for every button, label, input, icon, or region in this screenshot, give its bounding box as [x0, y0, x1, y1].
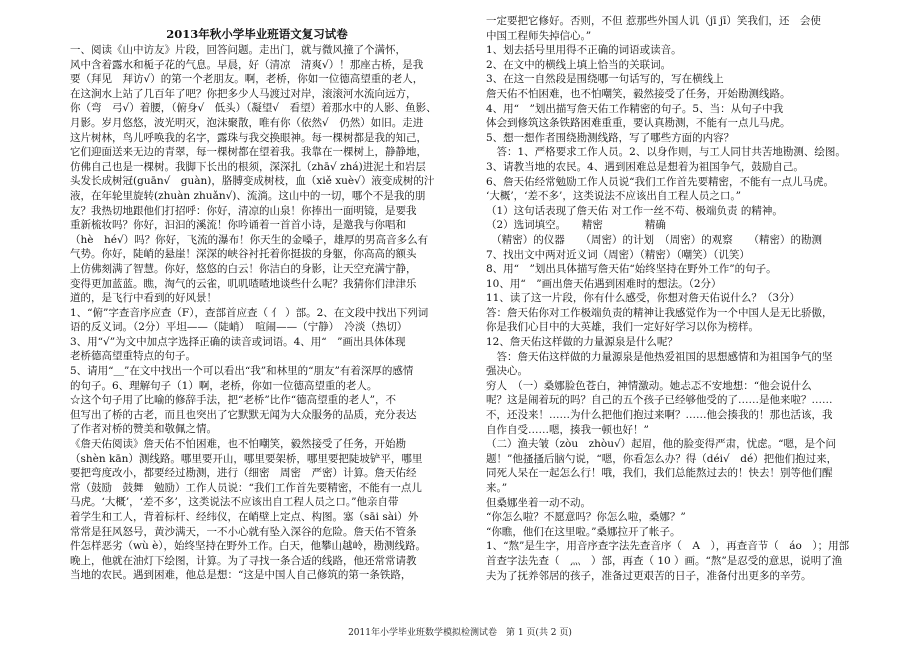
text-line: 12、詹天佑这样做的力量源泉是什么呢？: [486, 336, 678, 349]
page-title: 2013年秋小学毕业班语文复习试卷: [166, 27, 348, 41]
text-line: 6、詹天佑经常勉励工作人员说“我们工作首先要精密，不能有一点儿马虎。: [486, 175, 835, 188]
text-line: 老桥德高望重特点的句子。: [70, 350, 196, 363]
text-line: 1、“熬”是生字，用音序查字法先查音序（ A ），再查音节（ áo ）；用部: [486, 540, 850, 553]
text-line: 常（鼓励 鼓舞 勉励）工作人员说：“我们工作首先要精密，不能有一点儿: [70, 481, 422, 494]
right-column-body: [486, 14, 864, 583]
text-line: 8、用“ ”划出具体描写詹天佑“始终坚持在野外工作”的句子。: [486, 263, 777, 276]
text-line: 2、在文中的横线上填上恰当的关联词。: [486, 58, 672, 71]
left-column: [70, 26, 444, 583]
text-line: 着学生和工人，背着标杆、经纬仪，在峭壁上定点、构图。塞（sāi sài）外: [70, 511, 419, 523]
text-line: 的句子。6、理解句子（1）啊，老桥，你如一位德高望重的老人。: [70, 379, 378, 392]
text-line: 仿佛自己也是一棵树。我脚下长出的根须，深深扎（zhā√ zhá)进泥土和岩层: [70, 160, 426, 173]
text-line: （hè hé√）吗？你好，飞流的瀑布！你天生的金嗓子，雄厚的男高音多么有: [70, 233, 429, 246]
text-line: （shèn kān）测线路。哪里要开山，哪里要架桥，哪里要把陡坡铲平，哪里: [70, 452, 423, 465]
text-line: 在这涧水上站了几百年了吧？你把多少人马渡过对岸，滚滚河水流向远方，: [70, 87, 417, 100]
text-line: 体会到修筑这条铁路困难重重，要认真勘测，不能有一点儿马虎。: [486, 117, 791, 130]
text-line: 你是我们心目中的大英雄，我们一定好好学习以你为榜样。: [486, 321, 759, 334]
text-line: 了作者对桥的赞美和敬佩之情。: [70, 423, 217, 436]
text-line: 要（拜见 拜访√）的第一个老朋友。啊，老桥，你如一位德高望重的老人，: [70, 73, 424, 86]
text-line: 件怎样恶劣（wù è），始终坚持在野外工作。白天，他攀山越岭，勘测线路。: [70, 540, 427, 553]
text-line: “你瞧，他们在这里啦。”桑娜拉开了帐子。: [486, 525, 681, 538]
text-line: ☆这个句子用了比喻的修辞手法，把“老桥”比作“德高望重的老人”，不: [70, 394, 396, 407]
text-line: ‘大概’，‘差不多’，这类说法不应该出自工程人员之口。”: [486, 190, 741, 203]
text-line: 同死人呆在一起怎么行！哦，我们，我们总能熬过去的！快去！别等他们醒: [486, 467, 833, 480]
text-line: 晚上，他就在油灯下绘图，计算。为了寻找一条合适的线路，他还常常请教: [70, 554, 417, 567]
text-line: 马虎。‘大概’，‘差不多’，这类说法不应该出自工程人员之口。”他亲自带: [70, 496, 399, 509]
text-line: 穷人 （一）桑娜脸色苍白，神情激动。她忐忑不安地想：“他会说什么: [486, 379, 812, 392]
text-line: 7、找出文中两对近义词（周密）（精密）（嘲笑）（讥笑）: [486, 248, 750, 261]
text-line: （精密）的仪器 （周密）的计划 （周密）的观察 （精密）的勘测: [486, 233, 822, 246]
text-line: 这片树林，鸟儿呼唤我的名字，露珠与我交换眼神。每一棵树都是我的知己，: [70, 131, 427, 144]
text-line: 答：詹天佑你对工作极端负责的精神让我感觉作为一个中国人是无比骄傲，: [486, 306, 833, 319]
text-line: 答：詹天佑这样做的力量源泉是他热爱祖国的思想感情和为祖国争气的坚: [486, 350, 833, 363]
text-line: 《詹天佑阅读》詹天佑不怕困难，也不怕嘲笑，毅然接受了任务，开始勘: [70, 438, 406, 451]
text-line: 中国工程师失掉信心。”: [486, 29, 592, 42]
text-line: 1、划去括号里用得不正确的词语或读音。: [486, 44, 682, 57]
text-line: 强决心。: [486, 365, 528, 378]
left-column-body: [70, 43, 444, 583]
text-line: 头发长成树冠(guān√ guàn)，胳膊变成树枝，血（xiě xuè√）液变成树的汁: [70, 175, 435, 188]
text-line: 风中含着露水和栀子花的气息。早晨，好（清凉 清爽√）！那座古桥，是我: [70, 58, 424, 71]
text-line: 你（弯 弓√）着腰，（俯身√ 低头）（凝望√ 看望）着那水中的人影、鱼影、: [70, 102, 437, 115]
text-line: 要把弯度改小，都要经过勘测，进行（细密 周密 严密）计算。詹天佑经: [70, 467, 417, 480]
text-line: 首查字法先查（ 灬 ）部，再查（ 10 ）画。“熬”是忍受的意思，说明了渔: [486, 554, 843, 567]
text-line: 语的反义词。（2分）平坦——（陡峭） 喧闹——（宁静） 冷淡（热切）: [70, 321, 408, 334]
text-line: 一定要把它修好。否则，不但 惹那些外国人讥（jī jī）笑我们，还 会使: [486, 15, 821, 27]
text-line: 气势。你好，陡峭的悬崖！深深的峡谷衬托着你挺拔的身躯，你高高的额头: [70, 248, 417, 261]
text-line: 月影。岁月悠悠，波光明灭，泡沫聚散，唯有你（依然√ 仍然）如旧。走进: [70, 116, 424, 129]
text-line: 5、请用“＿”在文中找出一个可以看出“我”和林里的“朋友”有着深厚的感情: [70, 365, 414, 378]
text-line: 1、“俯”字查音序应查（F），查部首应查（ 亻 ）部。2、在文段中找出下列词: [70, 306, 429, 319]
text-line: 夫为了抚养邻居的孩子，准备过更艰苦的日子，准备付出更多的辛劳。: [486, 569, 812, 582]
text-line: 11、读了这一片段，你有什么感受，你想对詹天佑说什么？（3分）: [486, 292, 801, 305]
text-line: 不，还没来！……为什么把他们抱过来啊？……他会揍我的！那也活该，我: [486, 409, 833, 422]
text-line: 来。”: [486, 482, 508, 494]
text-line: “你怎么啦？不愿意吗？你怎么啦，桑娜？”: [486, 511, 686, 524]
text-line: 当地的农民。遇到困难，他总是想：“这是中国人自己修筑的第一条铁路，: [70, 569, 412, 582]
text-line: 它们迎面送来无边的青翠，每一棵树都在望着我。我靠在一棵树上，静静地，: [70, 146, 427, 159]
text-line: 道的，是飞行中看到的好风景！: [70, 292, 217, 305]
text-line: 3、用“√”为文中加点字选择正确的读音或词语。4、用“ ”画出具体体现: [70, 335, 406, 348]
text-line: 友？我热切地跟他们打招呼：你好，清凉的山泉！你捧出一面明镜，是要我: [70, 204, 417, 217]
text-line: 上仿佛刻满了智慧。你好，悠悠的白云！你洁白的身影，让天空充满宁静，: [70, 262, 417, 275]
text-line: （1）这句话表现了詹天佑 对工作一丝不苟、极端负责 的精神。: [486, 204, 783, 217]
page-footer: 2011年小学毕业班数学模拟检测试卷 第 1 页(共 2 页): [348, 628, 572, 638]
text-line: 变得更加蓝蓝。瞧，淘气的云雀，叽叽喳喳地谈些什么呢？我猜你们津津乐: [70, 277, 417, 290]
text-line: 3、在这一自然段是围绕哪一句话写的，写在横线上: [486, 73, 724, 86]
text-line: 重新梳妆吗？你好，汩汩的溪流！你吟诵着一首首小诗，是邀我与你唱和: [70, 219, 406, 232]
text-line: 3、请教当地的农民。4、遇到困难总是想着为祖国争气，鼓励自己。: [486, 160, 804, 173]
text-line: 液，在年轮里旋转(zhuàn zhuǎn√)、流淌。这山中的一切，哪个不是我的朋: [70, 189, 426, 202]
text-line: 题！”他搔搔后脑勺说，“嗯，你看怎么办？得（déi√ dé）把他们抱过来，: [486, 452, 838, 465]
text-line: 但桑娜坐着一动不动。: [486, 496, 591, 509]
text-line: 常常是狂风怒号，黄沙满天，一不小心就有坠入深谷的危险。詹天佑不管条: [70, 525, 417, 538]
text-line: （二）渔夫皱（zòu zhòu√）起眉，他的脸变得严肃，忧虑。“嗯，是个问: [486, 438, 837, 451]
text-line: 4、用“ ”划出描写詹天佑工作精密的句子。5、当：从句子中我: [486, 102, 784, 115]
text-line: 答：1、严格要求工作人员。2、以身作则，与工人同甘共苦地勘测、绘图。: [486, 146, 846, 159]
text-line: （2）选词填空。 精密 精确: [486, 219, 666, 232]
text-line: 但写出了桥的古老，而且也突出了它默默无闻为大众服务的品质，充分表达: [70, 408, 417, 421]
text-line: 自作自受……嗯，揍我一顿也好！”: [486, 423, 649, 436]
text-line: 一、阅读《山中访友》片段，回答问题。走出门，就与微风撞了个满怀，: [70, 44, 406, 56]
right-column: [486, 14, 864, 583]
text-line: 呢？这是闹着玩的吗？自己的五个孩子已经够他受的了……是他来啦？……: [486, 394, 833, 407]
text-line: 詹天佑不怕困难，也不怕嘲笑，毅然接受了任务，开始勘测线路。: [486, 87, 791, 100]
text-line: 10、用“ ”画出詹天佑遇到困难时的想法。（2分）: [486, 277, 722, 290]
text-line: 5、想一想作者围绕勘测线路，写了哪些方面的内容？: [486, 131, 735, 144]
